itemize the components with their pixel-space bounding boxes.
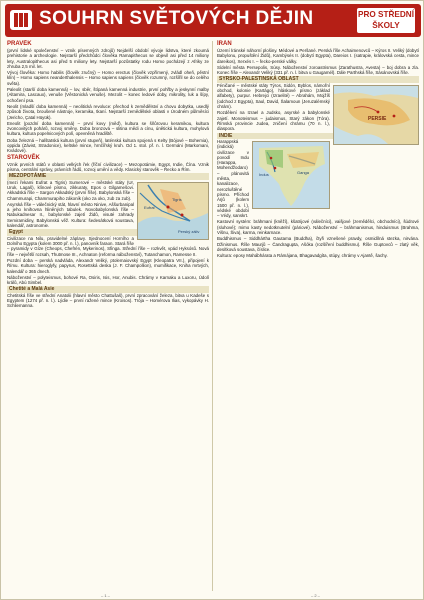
subheading-india: INDIE (217, 133, 419, 139)
map-label-indus: Indus (259, 171, 269, 177)
paragraph: Rozdělení na Izrael a Judsko, asyrské a babylonské zajetí. Monoteismus – judaismus, Starý zákon (Tóra). Římská provincie Judea, zničení chrámu (70 n. l.), diaspora. (217, 110, 330, 132)
page-number-left: – 1 – (101, 593, 110, 598)
paragraph: Vývoj člověka: Homo habilis (člověk zručný) – Homo erectus (člověk vzpřímený, zvládl oheň, pěstní klín) – Homo sapiens neanderthalensis – Homo sapiens sapiens (člověk rozumný, rozšířil se do celého světa). (7, 70, 209, 86)
subheading-mala-asie: Chetité a Malá Asie (7, 286, 209, 292)
subheading-syria: SYRSKO-PALESTINSKÁ OBLAST (217, 76, 419, 82)
subheading-mezopotamie: MEZOPOTÁMIE (7, 173, 209, 179)
map-label-ganga: Ganga (297, 169, 310, 175)
paragraph: Pozdní doba – perská nadvláda, Alexandr Veliký, ptolemaiovský Egypt (Kleopatra VII.), připojení k Římu. Kultura: hieroglyfy, papyrus, Rosettská deska (J. F. Champollion), mumifikace, Kniha mrtvých, kalendář o 365 dnech. (7, 257, 209, 274)
column-divider (212, 41, 213, 591)
mezopotamia-map (137, 182, 209, 240)
paragraph: Civilizace na Nilu, pravidelné záplavy. Sjednocení Horního a Dolního Egypta (kolem 3000 př. n. l.), panovník faraon. Stará říše – pyramidy v Gíze (Cheops, Chefrén, Mykerinos), Sfinga. Střední říše – rozkvět, vpád Hyksósů. Nová říše – největší rozsah, Thutmose III., Achnaton (reforma náboženství), Tutanchamon, Ramesse II. (7, 235, 209, 257)
paragraph: Kastovní systém: bráhmani (kněží), kšatrijové (válečníci), vaišjové (zemědělci, obchodníci), šúdrové (sluhové); mimo kasty nedotknutelní (páriové). Náboženství – bráhmanismus, hinduismus (Brahma, Višnu, Šiva), karma, reinkarnace. (217, 219, 419, 236)
paragraph: Vznik prvních států v oblasti velkých řek (říční civilizace) – Mezopotámie, Egypt, Indie, Čína. Vznik písma, centrální správy, právních řádů, rozvoj umění a vědy. Klasický starověk – Řecko a Řím. (7, 161, 209, 172)
paragraph: Náboženství – polyteismus, bohové Ra, Osiris, Isis, Hor, Anubis. Chrámy v Karnaku a Luxoru, Údolí králů, Abú Simbel. (7, 274, 209, 286)
paragraph: (první lidské společenství – vznik písemných zdrojů) Nejdelší období vývoje lidstva, které zkoumá prehistorie a archeologie. Nejstarší předchůdci člověka Ramapithecus se objevil asi před 14 miliony lety, Australopithecus asi před 5 miliony lety. Nejstarší pozůstatky rodu Homo pocházejí z Afriky ze zhruba 2,5 mil. let. (7, 48, 209, 69)
paragraph: Harappská (indická) civilizace v povodí Indu (Harappa, Mohendžodaro) – plánovitá města, kanalizace, nerozluštěné písmo. Příchod Árjů (kolem 1500 př. n. l.), védské období – Védy, sanskrt. (217, 138, 249, 219)
left-column (7, 40, 209, 592)
paragraph: Neolit (mladší doba kamenná) – neolitická revoluce: přechod k zemědělství a chovu dobytka, usedlý způsob života, broušené nástroje, keramika, tkaní. Nejstarší zemědělské oblasti v Úrodném půlměsíci (Jericho, Çatal Hüyük). (7, 103, 209, 120)
persian-empire-map (333, 85, 419, 145)
subheading-egypt: Egypt (7, 229, 209, 235)
paragraph: (mezi řekami Eufrat a Tigris) Sumerové – městské státy (Ur, Uruk, Lagaš), klínové písmo, zikkuraty, Epos o Gilgamešovi. Akkadská říše – Sargon Akkadský (první říše). Babylonská říše – Chammurapi, Chammurapiho zákoník (oko za oko, zub za zub). (7, 179, 134, 201)
right-column (217, 40, 419, 592)
paragraph: Sídelní města Persepolis, Súsy. Náboženství zoroastrismus (Zarathustra, Avesta) – boj dobra a zla. Konec říše – Alexandr Veliký (331 př. n. l. bitva u Gaugamél). Dále Parthská říše, Sásánovská říše. (217, 64, 419, 76)
section-heading-pravek: PRAVĚK (7, 41, 32, 47)
section-heading-iran: ÍRÁN (217, 41, 232, 47)
paragraph: Asyrská říše – válečnický stát, hlavní město Ninive, Aššurbanipal a jeho knihovna hliněných tabulek. Novobabylonská říše – Nabukadnesar II., babylonské zajetí Židů, visuté zahrady Semiramidiny, Babylonská věž. Kultura: šedesátková soustava, kalendář, astronomie. (7, 201, 134, 229)
paragraph: Paleolit (starší doba kamenná) – lov, sběr, štípaná kamenná industrie, první pohřby a jeskynní malby (Altamira, Lascaux), venuše (Věstonická venuše). Mezolit – konec ledové doby, mikrolity, luk a šípy, ochočení psa. (7, 87, 209, 103)
map-label-persie: PERSIE (368, 115, 387, 122)
section-heading-starovek: STAROVĚK (7, 154, 40, 161)
badge-line1: PRO STŘEDNÍ (358, 10, 414, 19)
page-number-right: – 2 – (311, 593, 320, 598)
india-map (252, 141, 330, 209)
paragraph: Féničané – městské státy Týros, Sidón, Byblos, námořní obchod, kolonie (Kartágo), hláskové písmo (základ alfabety), purpur. Hebrejci (Izraelité) – Abrahám, Mojžíš (odchod z Egypta), Saul, David, Šalamoun (Jeruzalémský chrám). (217, 82, 330, 110)
books-logo-icon (10, 10, 32, 30)
paragraph: Kultura: eposy Mahábhárata a Rámájana, Bhagavadgíta, stúpy, chrámy v Ajantě, šachy. (217, 253, 388, 259)
paragraph: Buddhismus – Siddhártha Gautama (Buddha), čtyři vznešené pravdy, osmidílná stezka, nirvána. Džinismus. Říše Maurjů – Čandragupta, Ašóka (rozšíření buddhismu). Říše Guptovců – zlatý věk, desítková soustava, číslice. (217, 236, 419, 252)
paragraph: Eneolit (pozdní doba kamenná) – první kovy (měď), kultura se šňůrovou keramikou, kultura zvoncovitých pohárů, rozvoj směny. Doba bronzová – slitina mědi a cínu, únětická kultura, mohylová kultura, kultura popelnicových polí, opevněná hradiště. (7, 120, 209, 137)
badge-line2: ŠKOLY (372, 21, 400, 30)
school-badge (357, 8, 415, 33)
map-label-sea: Perský záliv (178, 228, 200, 234)
paragraph: Chetitská říše ve střední Anatolii (hlavní město Chattušaš), první zpracování železa, bitva u Kadeše s Egyptem (1274 př. n. l.). Lýdie – první ražené mince (Kroisos). Trója – Homérova Ilias, vykopávky H. Schliemanna. (7, 292, 209, 309)
page-title: SOUHRN SVĚTOVÝCH DĚJIN (39, 8, 314, 29)
map-label-eufrat: Eufrat (144, 204, 155, 210)
map-label-tigris: Tigris (172, 196, 182, 202)
paragraph: Doba železná – halštatská kultura (první stupeň), laténská kultura spojená s Kelty (Bójové – Bohemia), oppida (Závist, Stradonice), keltské mince, hrnčířský kruh. Od 1. stol. př. n. l. Germáni (Markomani, Kvádové). (7, 137, 209, 154)
paragraph: Území Íránské náhorní plošiny. Médové a Peršané. Perská říše Achaimenovců – Kýros II. Veliký (dobytí Babylonu, propuštění Židů), Kambýsés II. (dobytí Egypta), Dareios I. (satrapie, královská cesta, mince dareikos), Xerxés I. – řecko-perské války. (217, 48, 419, 64)
header-banner (5, 4, 421, 37)
